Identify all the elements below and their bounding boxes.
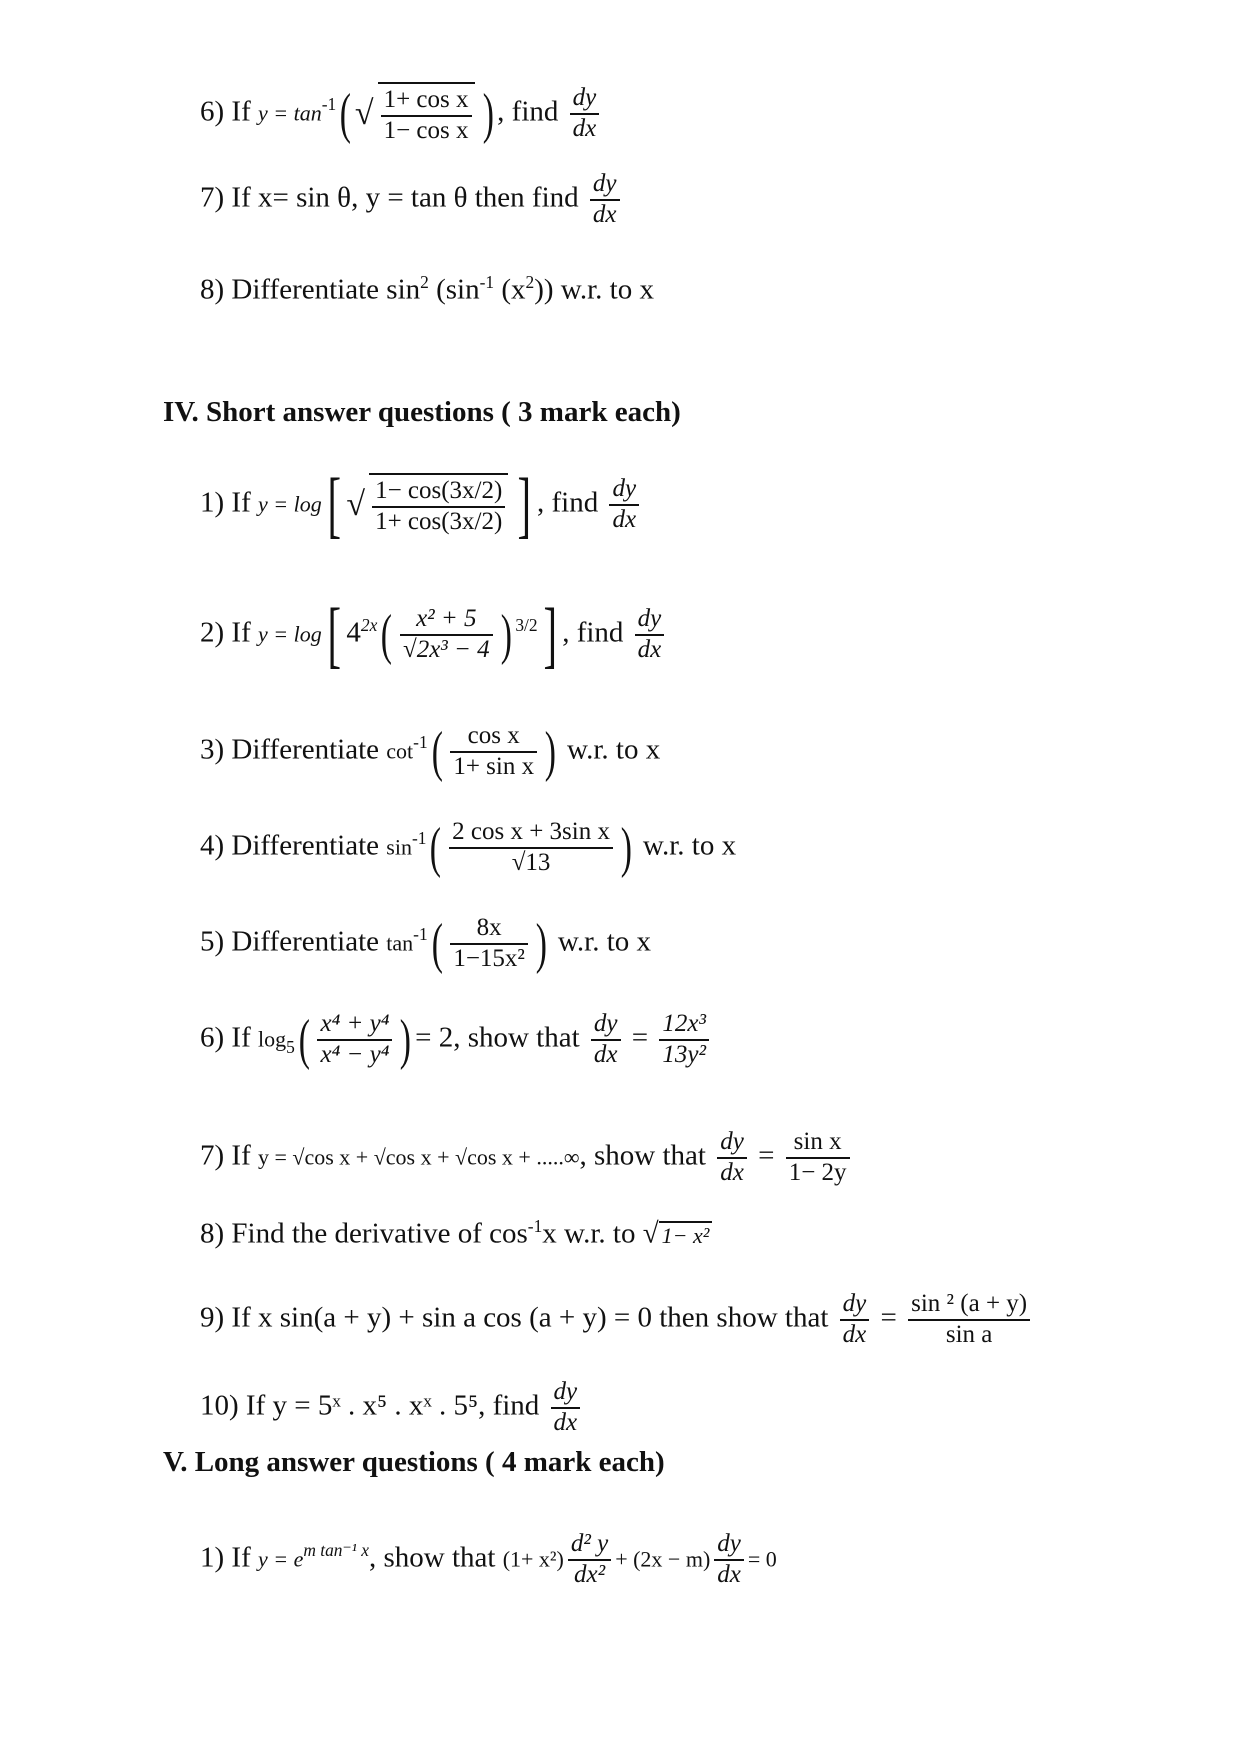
question-number: 7) xyxy=(200,181,225,214)
rhs-fraction: $\frac{\text{12x³}}{\text{13y²}}$ xyxy=(659,1010,709,1070)
fraction: $\frac{\text{2 cos x + 3sin x}}{√13}$ xyxy=(449,818,613,878)
fraction: $\frac{\text{x² + 5}}{\text{√2x³ − 4}}$ xyxy=(400,605,493,665)
question-iii-8: 8) Differentiate $\sin^2 (\sin^{-1}$ $(x^2)$) w.r. to x xyxy=(200,272,654,306)
question-number: 7) xyxy=(200,1139,225,1172)
question-number: 6) xyxy=(200,95,225,128)
question-number: 8) xyxy=(200,273,225,306)
question-iv-10: 10) If y = 5ˣ . x⁵ . xˣ . 5⁵, find $\frac{dy}{dx}$ xyxy=(200,1378,584,1438)
dy-dx-fraction: $\frac{dy}{dx}$ xyxy=(635,605,665,665)
question-iv-1: 1) If y = log[ √ $\frac{1- \cos(3x/2)}{1+ \cos(3x/2)}$ ] , find $\frac{dy}{dx}$ xyxy=(200,468,643,542)
rhs-fraction: $\frac{\text{sin ² (a + y)}}{\text{sin a}}$ xyxy=(908,1290,1030,1350)
question-v-1: 1) If $y = e^{m tan^{-1} x}$, show that (1+ x²) $\frac{\text{d² y}}{\text{dx²}}$ + (2x − m) $\frac{dy}{dx}$ = 0 xyxy=(200,1530,777,1588)
question-iv-2: 2) If y = log[ $4^{2x}$( $\frac{\text{x² + 5}}{\text{√2x³ − 4}}$ ) $^{3/2}$] , find $\frac{dy}{dx}$ xyxy=(200,598,668,672)
dy-dx-fraction: $\frac{dy}{dx}$ xyxy=(590,170,620,230)
dy-dx-fraction: $\frac{dy}{dx}$ xyxy=(609,475,639,535)
question-number: 1) xyxy=(200,1541,225,1574)
dy-dx-fraction: $\frac{dy}{dx}$ xyxy=(551,1378,581,1438)
fraction: $\frac{\text{cos x}}{\text{1+ sin x}}$ xyxy=(450,722,537,782)
dy-dx-fraction: $\frac{dy}{dx}$ xyxy=(840,1290,870,1350)
rhs-fraction: $\frac{\text{sin x}}{1- 2y}$ xyxy=(786,1128,850,1188)
question-number: 5) xyxy=(200,925,225,958)
question-number: 10) xyxy=(200,1389,239,1422)
question-number: 6) xyxy=(200,1021,225,1054)
question-number: 3) xyxy=(200,733,225,766)
question-number: 2) xyxy=(200,616,225,649)
question-number: 4) xyxy=(200,829,225,862)
question-iv-8: 8) Find the derivative of $\cos^{-1}x$ w.r. to √ 1− x² xyxy=(200,1218,712,1249)
question-number: 8) xyxy=(200,1217,225,1250)
fraction: $\frac{\text{1+ cos x}}{\text{1− cos x}}$ xyxy=(378,82,475,146)
question-iii-6: 6) If $y = \tan^{-1}$( √ $\frac{\text{1+ cos x}}{\text{1− cos x}}$ ) , find $\frac{dy}{dx}$ xyxy=(200,82,603,146)
d2y-dx2-fraction: $\frac{\text{d² y}}{\text{dx²}}$ xyxy=(568,1530,611,1590)
question-iv-5: 5) Differentiate $\tan^{-1}$( $\frac{8x}{\text{1−15x²}}$ ) w.r. to x xyxy=(200,912,652,975)
question-iv-7: 7) If y = √cos x + √cos x + √cos x + .....∞, show that $\frac{dy}{dx}$ = $\frac{\text{sin x}}{1- 2y}$ xyxy=(200,1128,854,1188)
question-number: 1) xyxy=(200,486,225,519)
section-v-heading: V. Long answer questions ( 4 mark each) xyxy=(163,1446,665,1478)
question-number: 9) xyxy=(200,1301,225,1334)
fraction: $\frac{\text{x⁴ + y⁴}}{\text{x⁴ − y⁴}}$ xyxy=(317,1010,392,1070)
section-iv-heading: IV. Short answer questions ( 3 mark each) xyxy=(163,396,681,428)
question-iii-7: 7) If x= sin θ, y = tan θ then find $\frac{dy}{dx}$ xyxy=(200,170,624,230)
question-iv-6: 6) If $\log_5$( $\frac{\text{x⁴ + y⁴}}{\text{x⁴ − y⁴}}$ ) = 2, show that $\frac{dy}{dx}$ = $\frac{\text{12x³}}{\text{13y²}}$ xyxy=(200,1010,713,1070)
dy-dx-fraction: $\frac{dy}{dx}$ xyxy=(591,1010,621,1070)
dy-dx-fraction: $\frac{dy}{dx}$ xyxy=(570,84,600,144)
dy-dx-fraction: $\frac{dy}{dx}$ xyxy=(717,1128,747,1188)
question-iv-9: 9) If x sin(a + y) + sin a cos (a + y) = 0 then show that $\frac{dy}{dx}$ = $\frac{\text{sin ² (a + y)}}{\text{sin a}}$ xyxy=(200,1290,1034,1350)
question-iv-3: 3) Differentiate $\cot^{-1}$( $\frac{\text{cos x}}{\text{1+ sin x}}$ ) w.r. to x xyxy=(200,720,661,783)
fraction: $\frac{1- \cos(3x/2)}{1+ \cos(3x/2)}$ xyxy=(369,473,508,537)
dy-dx-fraction: $\frac{dy}{dx}$ xyxy=(714,1530,744,1590)
question-iv-4: 4) Differentiate $\sin^{-1}$( $\frac{\text{2 cos x + 3sin x}}{√13}$ ) w.r. to x xyxy=(200,816,737,879)
fraction: $\frac{8x}{\text{1−15x²}}$ xyxy=(450,914,528,974)
